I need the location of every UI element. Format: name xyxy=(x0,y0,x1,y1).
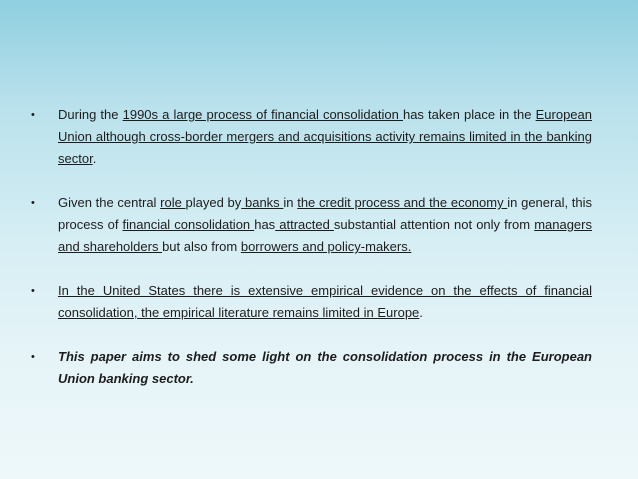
text-run: Given the central xyxy=(58,195,161,210)
bullet-dot: • xyxy=(31,197,35,209)
text-run: substantial attention not only from xyxy=(333,217,535,232)
underlined-run: managers and shareholders xyxy=(58,217,592,254)
text-run: but also from xyxy=(162,239,241,254)
bullet-text xyxy=(58,107,592,166)
bullet-text xyxy=(58,195,592,254)
underlined-run: financial consolidation xyxy=(122,217,255,232)
underlined-run: borrowers and policy-makers. xyxy=(240,239,412,254)
text-run: in xyxy=(283,195,298,210)
text-run: has xyxy=(254,217,276,232)
underlined-run: European Union although cross-border mergers and acquisitions activity remains limited in the banking sector xyxy=(58,107,592,166)
text-run: . xyxy=(419,305,423,320)
bullet-dot: • xyxy=(31,109,35,121)
bullet-text xyxy=(58,283,592,320)
bullet-list xyxy=(26,104,592,390)
bullet-dot: • xyxy=(31,351,35,363)
bullet-item xyxy=(26,104,592,170)
bullet-dot: • xyxy=(31,285,35,297)
bullet-item xyxy=(26,192,592,258)
text-run: . xyxy=(92,151,97,166)
underlined-run: attracted xyxy=(275,217,334,232)
bullet-item xyxy=(26,280,592,324)
text-run: has taken place in the xyxy=(402,107,536,122)
underlined-run: 1990s a large process of financial consolidation xyxy=(122,107,403,122)
text-run: During the xyxy=(58,107,123,122)
text-run: played by xyxy=(185,195,242,210)
underlined-run: banks xyxy=(241,195,284,210)
underlined-run: In the United States there is extensive empirical evidence on the effects of financial consolidation, the empirical literature remains limited in Europe xyxy=(58,283,592,320)
bullet-item xyxy=(26,346,592,390)
text-run: in general, this process of xyxy=(58,195,593,232)
underlined-run: the credit process and the economy xyxy=(297,195,508,210)
bullet-text-emphasis: This paper aims to shed some light on the consolidation process in the European Union banking sector. xyxy=(58,349,592,386)
underlined-run: role xyxy=(160,195,186,210)
